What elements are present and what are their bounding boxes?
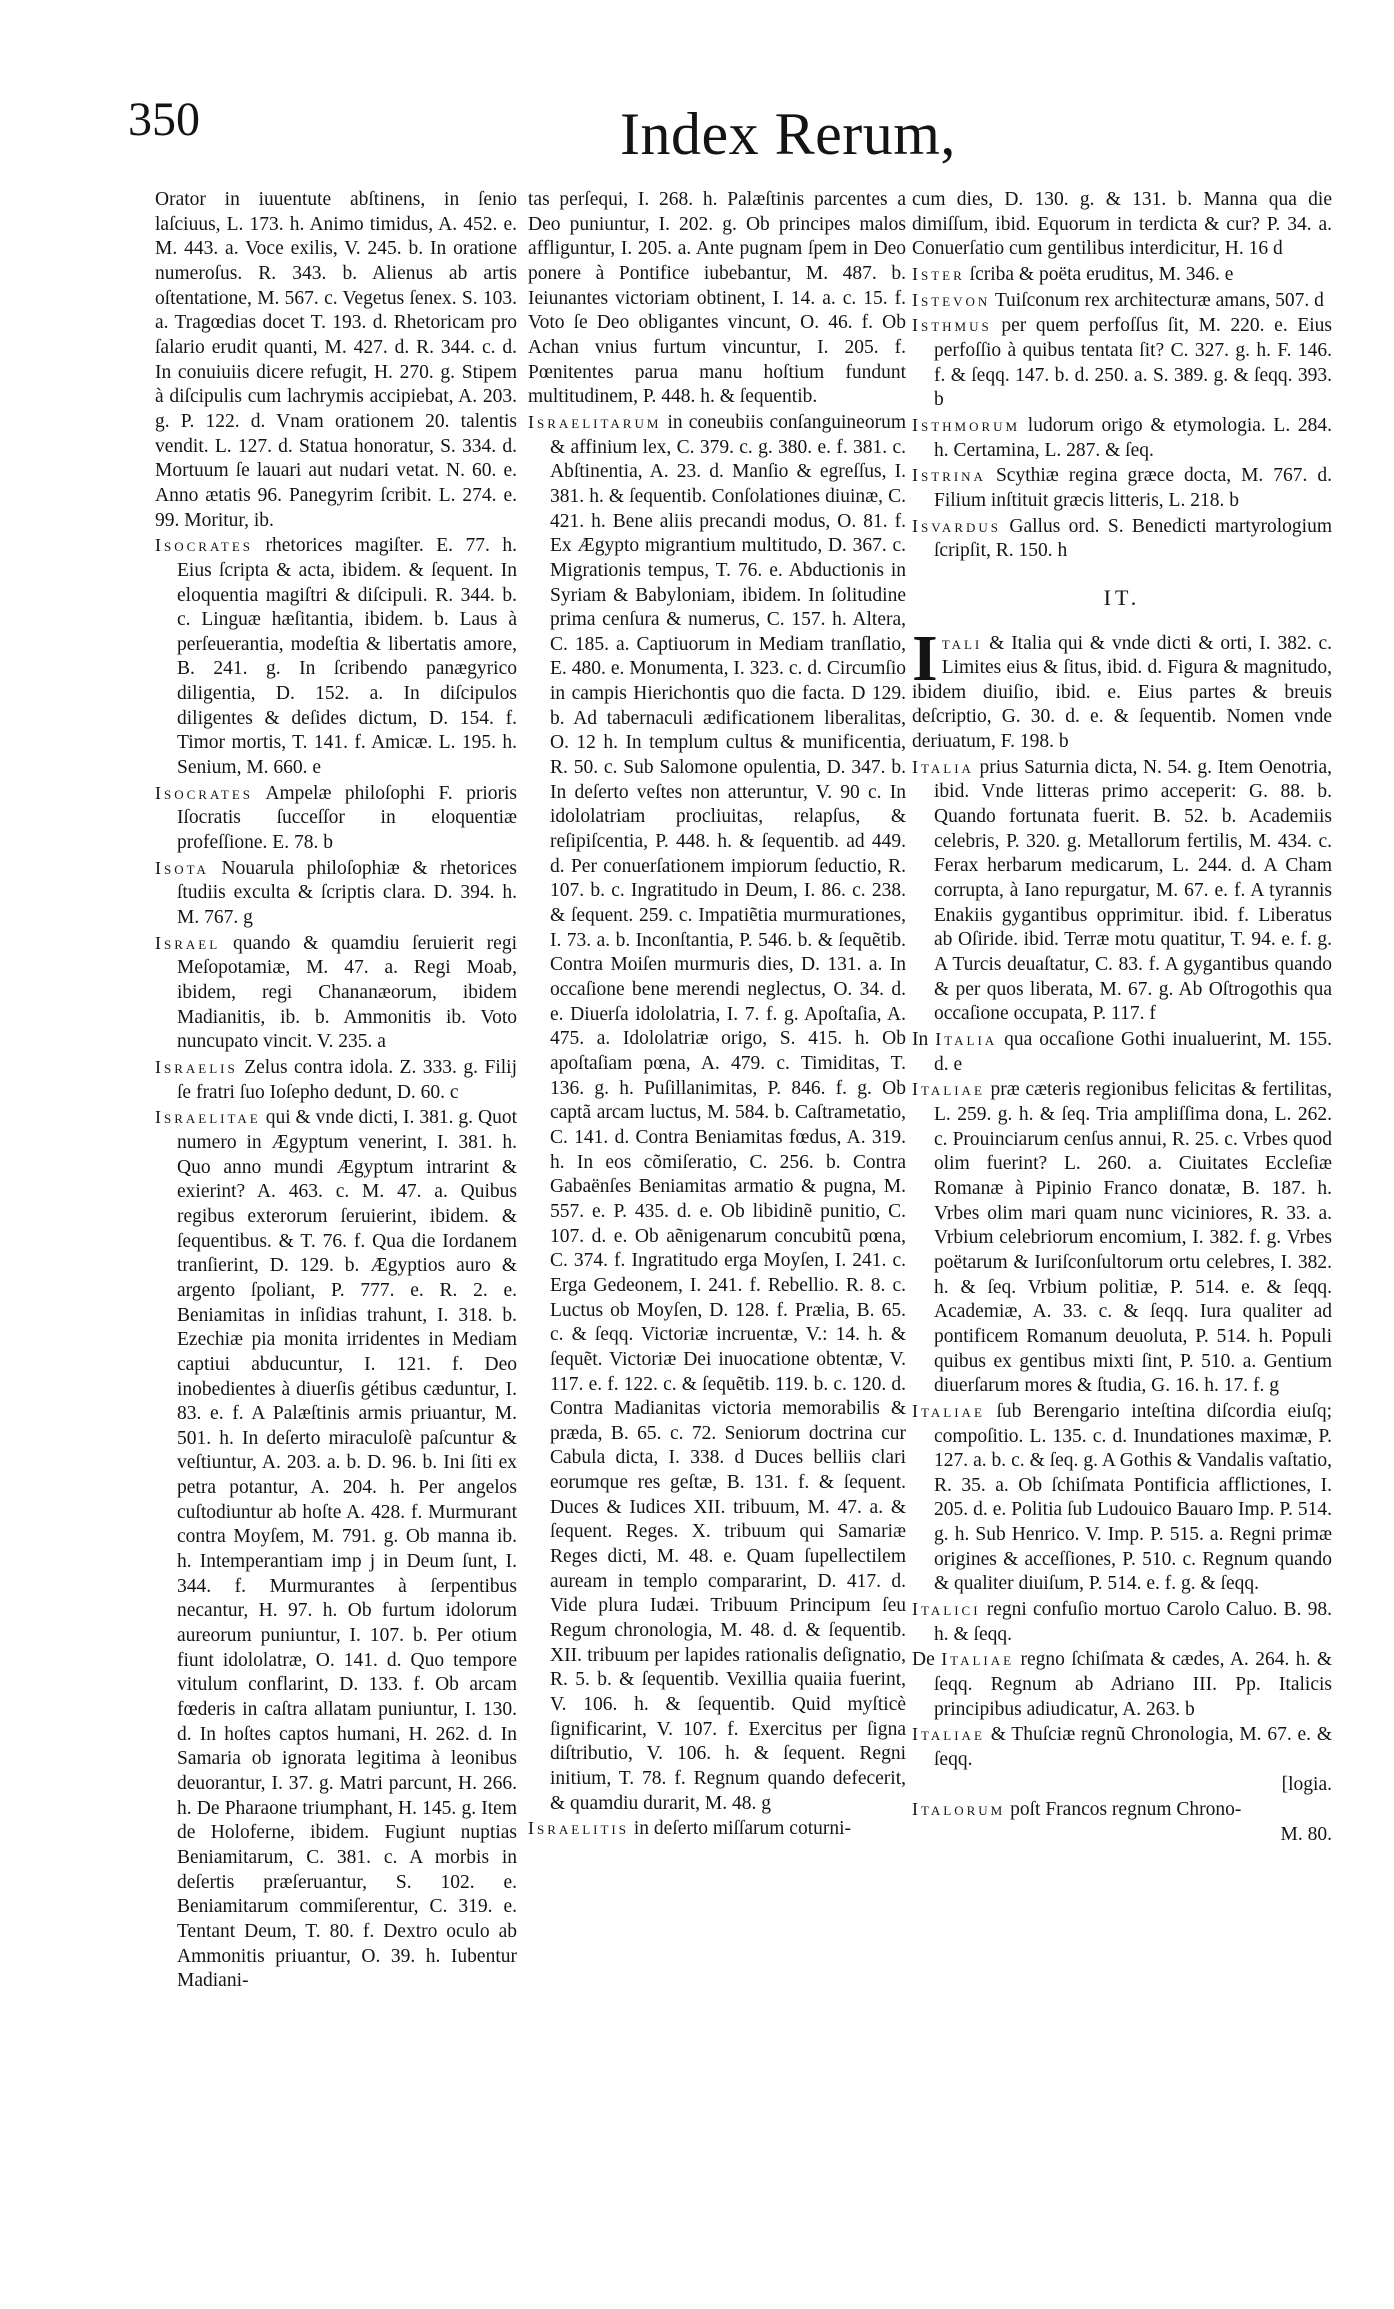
- index-entry: [528, 1816, 906, 1842]
- entry-text: & Thuſciæ regnũ Chronologia, M. 67. e. & ſeqq.: [934, 1724, 1332, 1771]
- entry-headword: Italia: [912, 756, 974, 777]
- index-entry: [912, 1797, 1332, 1847]
- entry-headword: Israel: [155, 932, 221, 953]
- entry-headword: Isocrates: [155, 535, 254, 556]
- index-entry: [912, 1399, 1332, 1597]
- index-entry: [912, 463, 1332, 513]
- index-column-middle: [528, 188, 906, 1842]
- index-entry: [912, 413, 1332, 463]
- entry-headword: Isocrates: [155, 782, 254, 803]
- entry-headword: Ister: [912, 263, 965, 284]
- entry-headword: Israelitarum: [528, 411, 662, 432]
- entry-text: quando & quamdiu ſeruierit regi Meſopotamiæ, M. 47. a. Regi Moab, ibidem, regi Chananæorum, ibidem Madianitis, ib. b. Ammonitis ib. Voto nuncupato vincit. V. 235. a: [177, 932, 517, 1053]
- entry-prefix: In: [912, 1029, 929, 1050]
- entry-text: & Italia qui & vnde dicti & orti, I. 382. c. Limites eius & ſitus, ibid. d. Figura & magnitudo, ibidem diuiſio, ibid. e. Eius partes & breuis deſcriptio, G. 30. d. e. & ſequentib. Nomen vnde deriuatum, F. 198. b: [912, 632, 1332, 753]
- drop-cap: I: [912, 621, 938, 695]
- entry-text: cum dies, D. 130. g. & 131. b. Manna qua die dimiſſum, ibid. Equorum in terdicta & cur? P. 34. a. Conuerſatio cum gentilibus interdicitur, H. 16 d: [912, 189, 1332, 260]
- entry-headword: Italici: [912, 1599, 981, 1620]
- index-entry: [912, 621, 1332, 755]
- index-entry: [912, 1597, 1332, 1647]
- entry-headword: tali: [941, 632, 983, 653]
- page-title: Index Rerum,: [620, 101, 956, 167]
- entry-text: Gallus ord. S. Benedicti martyrologium ſcripſit, R. 150. h: [934, 515, 1332, 562]
- index-entry: [155, 931, 517, 1055]
- index-column-right: [912, 188, 1332, 1848]
- entry-text: Tuiſconum rex architecturæ amans, 507. d: [994, 289, 1324, 311]
- entry-headword: Isota: [155, 857, 209, 878]
- entry-continuation: [logia.: [1281, 1773, 1332, 1795]
- entry-prefix: De: [912, 1649, 935, 1671]
- entry-headword: Italiae: [941, 1649, 1015, 1670]
- index-entry: [912, 755, 1332, 1027]
- entry-text: in coneubiis conſanguineorum & affinium lex, C. 379. c. g. 380. e. f. 381. c. Abſtinentia, A. 23. d. Manſio & egreſſus, I. 381. h. & ſequentib. Conſolationes diuinæ, C. 421. h. Bene aliis precandi modus, O. 81. f. Ex Ægypto migrantium multitudo, D. 367. c. Migrationis tempus, T. 76. e. Abductionis in Syriam & Babyloniam, ibidem. In ſolitudine prima cenſura & numerus, C. 157. h. Altera, C. 185. a. Captiuorum in Mediam tranſlatio, E. 480. e. Monumenta, I. 323. c. d. Circumſio in campis Hierichontis quo die facta. D 129. b. Ad tabernaculi ædificationem liberalitas, O. 12 h. In templum cultus & munificentia, R. 50. c. Sub Salomone opulentia, D. 347. b. In deſerto veſtes non atteruntur, V. 90 c. In idololatriam procliuitas, relapſus, & reſipiſcentia, P. 448. h. & ſequentib. ad 449. d. Per conuerſationem impiorum ſeductio, R. 107. b. c. Ingratitudo in Deum, I. 86. c. 238. & ſequent. 259. c. Impatiẽtia murmurationes, I. 73. a. b. Inconſtantia, P. 546. b. & ſequẽtib. Contra Moiſen murmuris dies, D. 131. a. In occaſione bene merendi neglectus, O. 34. d. e. Diuerſa idololatria, I. 7. f. g. Apoſtaſia, A. 475. a. Idololatriæ origo, S. 415. h. Ob apoſtaſiam pœna, A. 479. c. Timiditas, T. 136. g. h. Puſillanimitas, P. 846. f. g. Ob captã arcam luctus, M. 584. b. Caſtrametatio, C. 141. d. Contra Beniamitas fœdus, A. 319. h. In eos cõmiſeratio, C. 256. b. Contra Gabaënſes Beniamitas armatio & pugna, M. 557. e. P. 435. d. e. Ob libidinẽ punitio, C. 107. d. e. Ob aẽnigenarum concubitũ pœna, C. 374. f. Ingratitudo erga Moyſen, I. 241. c. Erga Gedeonem, I. 241. f. Rebellio. R. 8. c. Luctus ob Moyſen, D. 128. f. Prælia, B. 65. c. & ſeqq. Victoriæ incruentæ, V.: 14. h. & ſequẽt. Victoriæ Dei inuocatione obtentæ, V. 117. e. f. 122. c. & ſequẽtib. 119. b. c. 120. d. Contra Madianitas victoria memorabilis & præda, B. 65. c. 72. Seniorum doctrina cur Cabula dicta, I. 338. d Duces belliis clari eorumque res geſtæ, B. 131. f. & ſequent. Duces & Iudices XII. tribuum, M. 47. a. & ſequent. Reges. X. tribuum qui Samariæ Reges dicti, M. 48. e. Quam ſupellectilem auream in templo compararint, D. 417. d. Vide plura Iudæi. Tribuum Principum ſeu Regum chronologia, M. 48. d. & ſequentib. XII. tribuum per lapides rationalis deſignatio, R. 5. b. & ſequentib. Vexillia quaiia fuerint, V. 106. h. & ſequentib. Quid myſticè ſignificarint, V. 107. f. Exercitus per ſigna diſtributio, V. 106. h. & ſequent. Regni initium, T. 78. f. Regnum quando defecerit, & quamdiu durarit, M. 48. g: [550, 411, 906, 1814]
- entry-text: qua occaſione Gothi inualuerint, M. 155. d. e: [934, 1029, 1333, 1075]
- entry-text: ſub Berengario inteſtina diſcordia eiuſq; compoſitio. L. 135. c. d. Inundationes maximæ, P. 127. a. b. c. & ſeq. g. A Gothis & Vandalis vaſtatio, R. 35. a. Ob ſchiſmata Pontificia afflictiones, I. 205. d. e. Politia ſub Ludouico Bauaro Imp. P. 514. g. h. Sub Henrico. V. Imp. P. 515. a. Regni primæ origines & acceſſiones, P. 510. c. Regnum quando & qualiter diuiſum, P. 514. e. f. g. & ſeqq.: [934, 1400, 1332, 1595]
- index-entry: [155, 1055, 517, 1105]
- index-entry: [912, 1722, 1332, 1797]
- index-entry: [912, 313, 1332, 413]
- entry-headword: Italiae: [912, 1724, 985, 1745]
- entry-text: ludorum origo & etymologia. L. 284. h. Certamina, L. 287. & ſeq.: [934, 414, 1332, 461]
- index-entry: [528, 410, 906, 1816]
- index-entry: [912, 262, 1332, 288]
- entry-text: Scythiæ regina græce docta, M. 767. d. Filium inſtituit græcis litteris, L. 218. b: [934, 465, 1332, 511]
- entry-headword: Istevon: [912, 289, 991, 310]
- index-entry: [912, 288, 1332, 314]
- entry-headword: Italiae: [912, 1400, 985, 1421]
- index-entry: [155, 781, 517, 856]
- entry-headword: Isthmus: [912, 315, 992, 336]
- entry-text: Orator in iuuentute abſtinens, in ſenio laſciuus, L. 173. h. Animo timidus, A. 452. e. M. 443. a. Voce exilis, V. 245. b. In oratione numeroſus. R. 343. b. Alienus ab artis oſtentatione, M. 567. c. Vegetus ſenex. S. 103. a. Tragœdias docet T. 193. d. Rhetoricam pro ſalario erudit quanti, M. 427. d. R. 344. c. d. In conuiuiis dicere refugit, H. 270. g. Stipem à diſcipulis cum lachrymis accipiebat, A. 203. g. P. 122. d. Vnam orationem 20. talentis vendit. L. 127. d. Statua honoratur, S. 334. d. Mortuum ſe lauari aut nudari vetat. N. 60. e. Anno ætatis 96. Panegyrim ſcribit. L. 274. e. 99. Moritur, ib.: [155, 189, 517, 531]
- page-number: 350: [128, 93, 200, 146]
- entry-text: rhetorices magiſter. E. 77. h. Eius ſcripta & acta, ibidem. & ſequent. In eloquentia magiſtri & diſcipuli. R. 344. b. c. Linguæ hæſitantia, ibidem. b. Laus à perſeuerantia, modeſtia & libertatis amore, B. 241. g. In ſcribendo panægyrico diligentia, D. 152. a. In diſcipulos diligentes & deſides dictum, D. 154. f. Timor mortis, T. 141. f. Amicæ. L. 195. h. Senium, M. 660. e: [177, 535, 518, 779]
- section-heading: IT.: [1103, 584, 1141, 610]
- entry-text: Zelus contra idola. Z. 333. g. Filij ſe fratri ſuo Ioſepho dedunt, D. 60. c: [177, 1056, 518, 1103]
- index-entry: [912, 514, 1332, 564]
- index-entry: [155, 856, 517, 931]
- entry-text: poſt Francos regnum Chrono-: [1010, 1799, 1242, 1821]
- entry-text: tas perſequi, I. 268. h. Palæſtinis parcentes a Deo puniuntur, I. 202. g. Ob principes malos affliguntur, I. 205. a. Ante pugnam ſpem in Deo ponere à Pontifice iubebantur, M. 487. b. Ieiunantes victoriam obtinent, I. 14. a. c. 15. f. Voto ſe Deo obligantes vincunt, O. 46. f. Ob Achan vnius furtum vincuntur, I. 205. f. Pœnitentes parua manu hoſtium fundunt multitudinem, P. 448. h. & ſequentib.: [528, 189, 906, 408]
- entry-text: Ampelæ philoſophi F. prioris Iſocratis ſucceſſor in eloquentiæ profeſſione. E. 78. b: [177, 782, 517, 854]
- entry-headword: Italia: [935, 1029, 998, 1049]
- entry-headword: Israelis: [155, 1056, 238, 1077]
- entry-headword: Israelitis: [528, 1818, 629, 1839]
- index-entry: [155, 1105, 517, 1994]
- entry-text: regno ſchiſmata & cædes, A. 264. h. & ſeqq. Regnum ab Adriano III. Pp. Italicis principibus adiudicatur, A. 263. b: [934, 1649, 1333, 1720]
- entry-headword: Israelitae: [155, 1107, 261, 1128]
- entry-headword: Isvardus: [912, 515, 1002, 536]
- entry-headword: Italorum: [912, 1799, 1006, 1820]
- entry-continuation: M. 80.: [1280, 1824, 1332, 1845]
- entry-headword: Isthmorum: [912, 414, 1021, 435]
- index-entry: [528, 188, 906, 410]
- entry-text: præ cæteris regionibus felicitas & fertilitas, L. 259. g. h. & ſeq. Tria ampliſſima dona, L. 262. c. Prouinciarum cenſus annui, R. 25. c. Vrbes quod olim fuerint? L. 260. a. Ciuitates Eccleſiæ Romanæ à Pipinio Franco donatæ, B. 187. h. Vrbes olim mari quam nunc viciniores, R. 33. a. Vrbium celebriorum encomium, I. 382. f. g. Vrbes poëtarum & Iuriſconſultorum ortu celebres, I. 382. h. & ſeq. Vrbium politiæ, P. 514. e. & ſeqq. Academiæ, A. 33. c. & ſeqq. Iura qualiter ad pontificem Romanum deuoluta, P. 514. h. Populi quibus ex gentibus mixti ſint, P. 510. a. Gentium diuerſarum mores & ſtudia, G. 16. h. 17. f. g: [934, 1079, 1332, 1397]
- entry-headword: Istrina: [912, 465, 986, 486]
- entry-text: in deſerto miſſarum coturni-: [633, 1818, 852, 1840]
- index-entry: [912, 1647, 1332, 1722]
- index-entry: [912, 1077, 1332, 1399]
- entry-text: prius Saturnia dicta, N. 54. g. Item Oenotria, ibid. Vnde litteras primo acceperit: G. 88. b. Quando fortunata fuerit. B. 52. b. Academiis celebris, P. 320. g. Metallorum fertilis, M. 434. c. Ferax herbarum medicarum, L. 244. d. A Cham corrupta, à Iano repurgatur, M. 67. e. f. A tyrannis Enakiis gygantibus opprimitur. ibid. f. Liberatus ab Oſiride. ibid. Terræ motu quatitur, T. 94. e. f. g. A Turcis deuaſtatur, C. 83. f. A gygantibus quando & per quos liberata, M. 67. g. Ab Oſtrogothis qua occaſione occupata, P. 117. f: [934, 756, 1332, 1025]
- index-entry: [912, 1027, 1332, 1077]
- entry-text: regni confuſio mortuo Carolo Caluo. B. 98. h. & ſeqq.: [934, 1599, 1332, 1645]
- entry-headword: Italiae: [912, 1079, 985, 1100]
- entry-text: per quem perfoſſus ſit, M. 220. e. Eius perfoſſio à quibus tentata ſit? C. 327. g. h. F. 146. f. & ſeqq. 147. b. d. 250. a. S. 389. g. & ſeqq. 393. b: [934, 315, 1333, 411]
- index-entry: [155, 533, 517, 781]
- index-column-left: [155, 188, 517, 1994]
- entry-text: Nouarula philoſophiæ & rhetorices ſtudiis exculta & ſcriptis clara. D. 394. h. M. 767. g: [177, 857, 517, 929]
- index-entry: [155, 188, 517, 533]
- entry-text: qui & vnde dicti, I. 381. g. Quot numero in Ægyptum venerint, I. 381. h. Quo anno mundi Ægyptum intrarint & exierint? A. 463. c. M. 47. a. Quibus regibus exterorum ſeruierint, ibidem. & ſequentibus. & T. 76. f. Qua die Iordanem tranſierint, D. 129. b. Ægyptios auro & argento ſpoliant, P. 777. e. R. 2. e. Beniamitas in inſidias trahunt, I. 318. b. Ezechiæ pia monita irridentes in Mediam captiui abducuntur, I. 121. f. Deo inobedientes à diuerſis gétibus cæduntur, I. 83. e. f. A Palæſtinis armis priuantur, M. 501. h. In deſerto miraculoſè paſcuntur & veſtiuntur, A. 203. a. b. D. 96. b. Ini ſiti ex petra potantur, A. 204. h. Per angelos cuſtodiuntur ab hoſte A. 428. f. Murmurant contra Moyſem, M. 791. g. Ob manna ib. h. Intemperantiam imp j in Deum ſunt, I. 344. f. Murmurantes à ſerpentibus necantur, H. 97. h. Ob furtum idolorum aureorum puniuntur, I. 107. b. Per otium fiunt idololatræ, O. 141. d. Quo tempore vitulum conflarint, D. 133. f. Ob arcam fœderis in caſtra allatam puniuntur, I. 130. d. In hoſtes captos humani, H. 262. d. In Samaria ob ignorata legitima à leonibus deuorantur, I. 37. g. Matri parcunt, H. 266. h. De Pharaone triumphant, H. 145. g. Item de Holoferne, ibidem. Fugiunt nuptias Beniamitarum, C. 381. c. A morbis in deſertis præſeruantur, S. 102. e. Beniamitarum commiſerentur, C. 319. e. Tentant Deum, T. 80. f. Dextro oculo ab Ammonitis priuantur, O. 39. h. Iubentur Madiani-: [177, 1107, 517, 1992]
- entry-text: ſcriba & poëta eruditus, M. 346. e: [969, 263, 1234, 285]
- index-entry: [912, 188, 1332, 262]
